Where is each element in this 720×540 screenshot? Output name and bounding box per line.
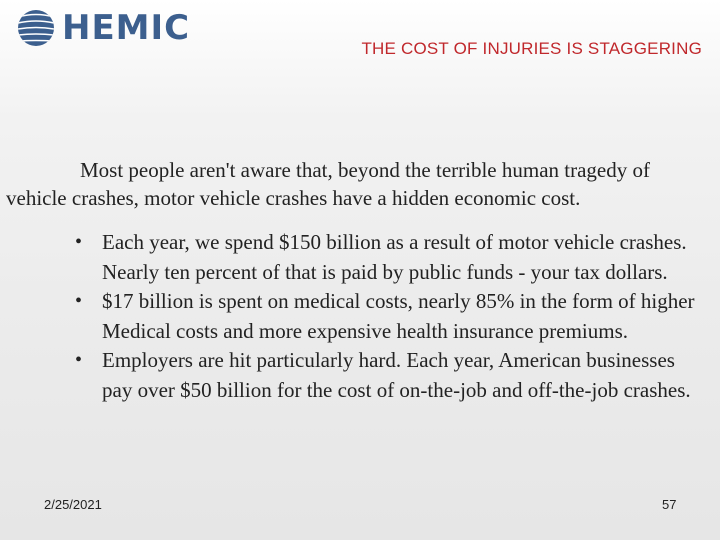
hemic-logo <box>16 8 190 48</box>
bullet-item <box>72 228 708 287</box>
page-number: 57 <box>662 497 677 512</box>
bullet-text: Each year, we spend $150 billion as a result of motor vehicle crashes. Nearly ten percent of that is paid by public funds - your tax dollars. <box>102 230 687 284</box>
footer-date: 2/25/2021 <box>44 497 102 512</box>
bullet-item <box>72 287 708 346</box>
slide-title: THE COST OF INJURIES IS STAGGERING <box>361 39 702 58</box>
bullet-text: $17 billion is spent on medical costs, nearly 85% in the form of higher Medical costs and more expensive health insurance premiums. <box>102 289 695 343</box>
bullet-dot-icon: • <box>75 290 83 312</box>
logo-wordmark: HEMIC <box>62 8 191 48</box>
bullet-text: Employers are hit particularly hard. Each year, American businesses pay over $50 billion for the cost of on-the-job and off-the-job crashes. <box>102 348 691 402</box>
bullet-item <box>72 346 708 405</box>
bullet-list <box>72 228 708 405</box>
bullet-dot-icon: • <box>75 349 83 371</box>
bullet-dot-icon: • <box>75 231 83 253</box>
intro-paragraph: Most people aren't aware that, beyond the terrible human tragedy of vehicle crashes, motor vehicle crashes have a hidden economic cost. <box>6 158 650 210</box>
globe-logo-icon <box>16 8 56 48</box>
